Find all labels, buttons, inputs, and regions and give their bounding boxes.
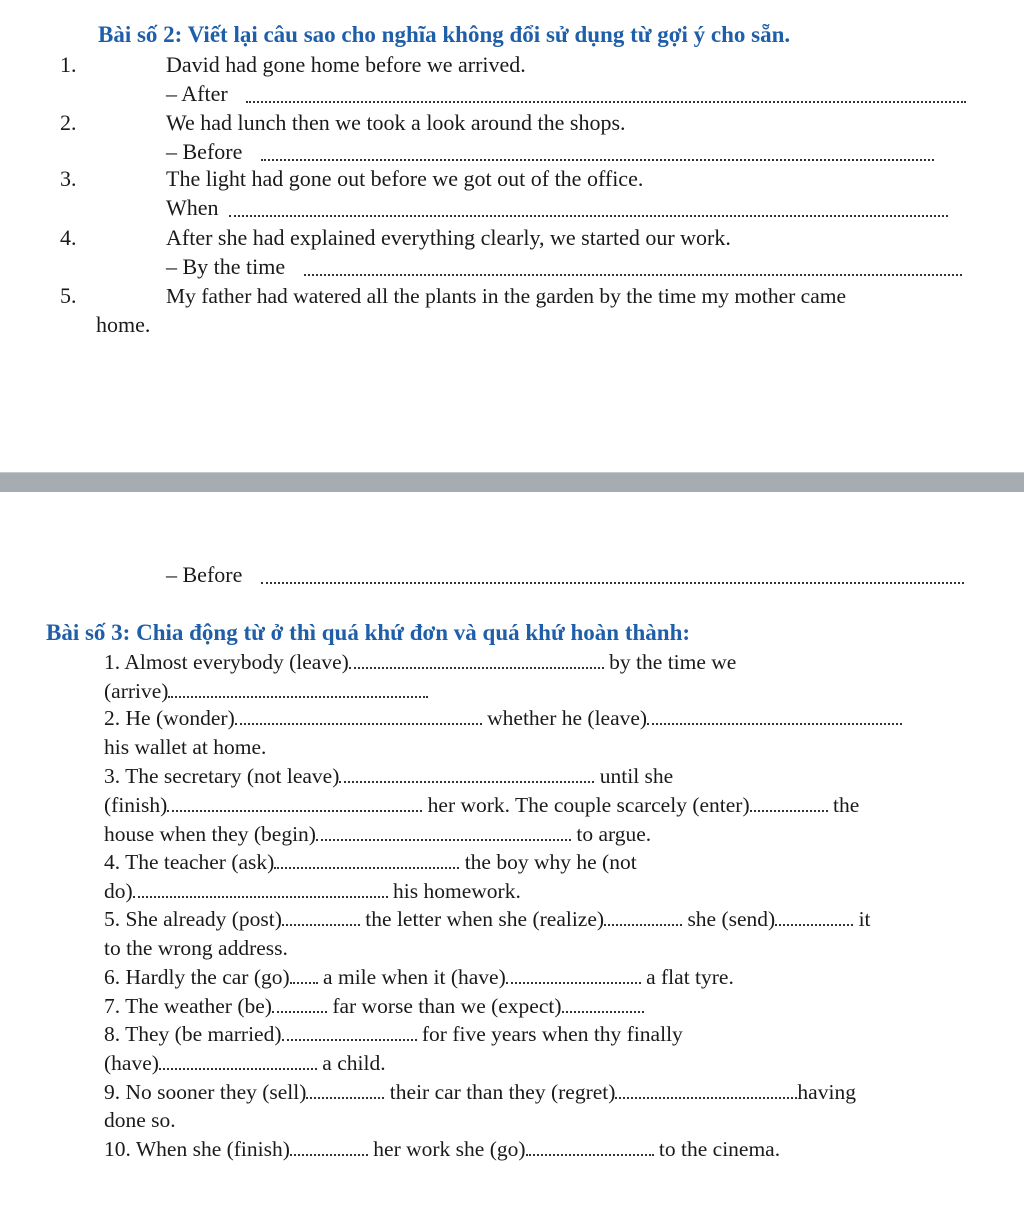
q1-text: (arrive) (104, 679, 169, 703)
q9-text: done so. (104, 1108, 176, 1132)
q7-line (104, 992, 644, 1021)
answer-blank[interactable] (506, 978, 641, 984)
item-4-hint-line (166, 254, 964, 280)
answer-blank[interactable] (282, 920, 360, 926)
q3-text: the (833, 793, 860, 817)
item-3-hint: When (166, 195, 219, 220)
q10-text: to the cinema. (658, 1137, 781, 1161)
q9-text: having (797, 1080, 856, 1104)
q3-text: her work. The couple scarcely (enter) (427, 793, 750, 817)
q5-text: it (858, 907, 871, 931)
q3-line-2 (104, 791, 859, 820)
q8-text: (have) (104, 1051, 159, 1075)
item-5-sentence-continuation: home. (96, 312, 151, 337)
q3-text: to argue. (576, 822, 652, 846)
item-5-sentence: My father had watered all the plants in the garden by the time my mother came (166, 284, 847, 308)
page-break (0, 472, 1024, 494)
answer-blank[interactable] (235, 719, 482, 725)
item-1-number: 1. (60, 52, 77, 77)
q1-line-1 (104, 648, 736, 677)
q5-line-1 (104, 905, 871, 934)
answer-blank[interactable] (168, 692, 428, 698)
q5-text: the letter when she (realize) (365, 907, 605, 931)
answer-blank[interactable] (306, 1093, 384, 1099)
q9-text: 9. No sooner they (sell) (104, 1080, 307, 1104)
q2-line-2 (104, 733, 266, 762)
q2-text: whether he (leave) (487, 706, 648, 730)
q10-line (104, 1135, 780, 1164)
q2-text: 2. He (wonder) (104, 706, 235, 730)
answer-blank[interactable] (282, 1035, 417, 1041)
item-2-hint: – Before (166, 139, 243, 164)
document-page-bottom (0, 492, 1024, 1220)
q1-line-2 (104, 677, 428, 706)
item-5-hint: – Before (166, 562, 243, 587)
answer-blank[interactable] (304, 270, 962, 276)
q10-text: 10. When she (finish) (104, 1137, 290, 1161)
q4-line-2 (104, 877, 521, 906)
q8-text: a child. (322, 1051, 386, 1075)
answer-blank[interactable] (750, 806, 828, 812)
q4-text: do) (104, 879, 133, 903)
item-1-hint: – After (166, 81, 228, 106)
q3-text: house when they (begin) (104, 822, 316, 846)
q4-text: his homework. (393, 879, 521, 903)
q8-line-1 (104, 1020, 683, 1049)
item-2-number: 2. (60, 110, 77, 135)
q8-text: for five years when thy finally (421, 1022, 683, 1046)
q3-text: 3. The secretary (not leave) (104, 764, 340, 788)
q9-text: their car than they (regret) (389, 1080, 616, 1104)
item-3-sentence: The light had gone out before we got out of the office. (166, 166, 644, 191)
q5-line-2 (104, 934, 288, 963)
item-2-sentence: We had lunch then we took a look around the shops. (166, 110, 626, 135)
q7-text: far worse than we (expect) (332, 994, 562, 1018)
q10-text: her work she (go) (373, 1137, 526, 1161)
q6-text: a flat tyre. (646, 965, 734, 989)
answer-blank[interactable] (604, 920, 682, 926)
answer-blank[interactable] (562, 1007, 644, 1013)
q5-text: to the wrong address. (104, 936, 288, 960)
q9-line-2 (104, 1106, 176, 1135)
answer-blank[interactable] (167, 806, 422, 812)
q4-text: the boy why he (not (464, 850, 637, 874)
q8-line-2 (104, 1049, 386, 1078)
answer-blank[interactable] (133, 892, 388, 898)
document-page-top (0, 0, 1024, 472)
item-4-sentence: After she had explained everything clearly, we started our work. (166, 225, 731, 250)
q5-text: 5. She already (post) (104, 907, 282, 931)
answer-blank[interactable] (615, 1093, 797, 1099)
answer-blank[interactable] (526, 1150, 654, 1156)
item-3-hint-line (166, 195, 950, 221)
q1-text: 1. Almost everybody (leave) (104, 650, 349, 674)
item-5-hint-line (166, 562, 966, 588)
item-2-hint-line (166, 139, 936, 165)
answer-blank[interactable] (261, 578, 964, 584)
answer-blank[interactable] (290, 978, 318, 984)
item-1-sentence: David had gone home before we arrived. (166, 52, 526, 77)
item-1-hint-line (166, 81, 966, 107)
q6-text: a mile when it (have) (323, 965, 506, 989)
q3-text: (finish) (104, 793, 168, 817)
answer-blank[interactable] (159, 1064, 317, 1070)
item-3-number: 3. (60, 166, 77, 191)
q3-line-1 (104, 762, 673, 791)
answer-blank[interactable] (261, 155, 934, 161)
q4-line-1 (104, 848, 637, 877)
q5-text: she (send) (687, 907, 776, 931)
q8-text: 8. They (be married) (104, 1022, 282, 1046)
q2-text: his wallet at home. (104, 735, 267, 759)
answer-blank[interactable] (316, 835, 571, 841)
q3-text: until she (599, 764, 674, 788)
q3-line-3 (104, 820, 651, 849)
answer-blank[interactable] (339, 777, 594, 783)
answer-blank[interactable] (349, 663, 604, 669)
answer-blank[interactable] (274, 863, 459, 869)
item-4-number: 4. (60, 225, 77, 250)
answer-blank[interactable] (229, 211, 948, 217)
q6-text: 6. Hardly the car (go) (104, 965, 290, 989)
q7-text: 7. The weather (be) (104, 994, 272, 1018)
q2-line-1 (104, 704, 902, 733)
item-4-hint: – By the time (166, 254, 286, 279)
q4-text: 4. The teacher (ask) (104, 850, 275, 874)
answer-blank[interactable] (290, 1150, 368, 1156)
answer-blank[interactable] (647, 719, 902, 725)
item-5-number: 5. (60, 283, 77, 308)
answer-blank[interactable] (775, 920, 853, 926)
q1-text: by the time we (609, 650, 737, 674)
answer-blank[interactable] (272, 1007, 327, 1013)
answer-blank[interactable] (246, 97, 966, 103)
q6-line (104, 963, 734, 992)
exercise-2-title: Bài số 2: Viết lại câu sao cho nghĩa không đổi sử dụng từ gợi ý cho sẵn. (98, 22, 791, 47)
q9-line-1 (104, 1078, 856, 1107)
exercise-3-title: Bài số 3: Chia động từ ở thì quá khứ đơn và quá khứ hoàn thành: (46, 620, 691, 645)
